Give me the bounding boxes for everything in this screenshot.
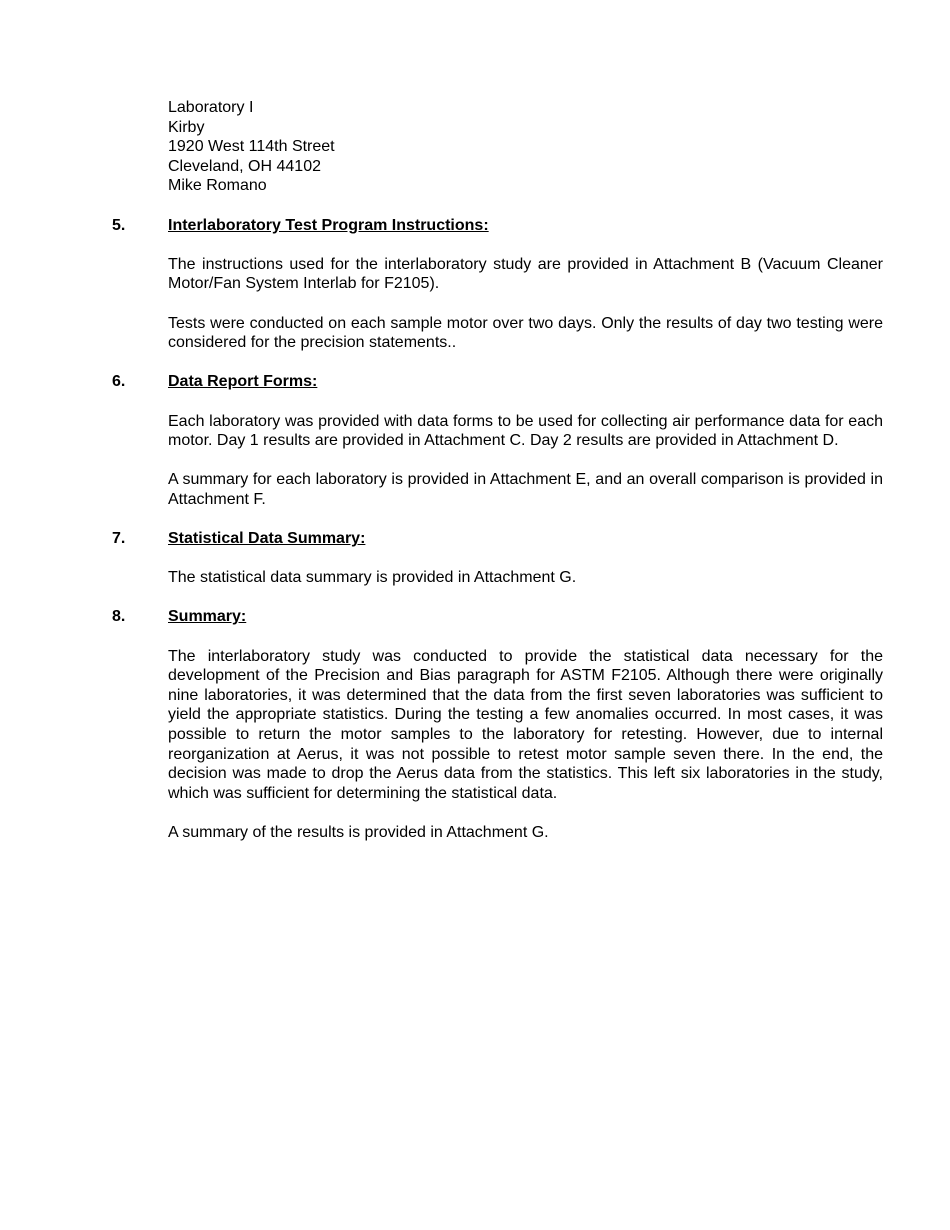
section-number: 7. — [112, 530, 126, 548]
section-title: Statistical Data Summary: — [168, 530, 366, 548]
address-line: 1920 West 114th Street — [168, 138, 335, 156]
paragraph: The statistical data summary is provided in Attachment G. — [168, 569, 577, 587]
paragraph: A summary of the results is provided in Attachment G. — [168, 823, 549, 841]
section-number: 6. — [112, 373, 126, 391]
section-number: 8. — [112, 608, 126, 626]
section-title: Interlaboratory Test Program Instructions: — [168, 216, 489, 234]
paragraph: Each laboratory was provided with data forms to be used for collecting air performance data for each motor. Day 1 results are provided in Attachment C. Day 2 results are provided in Attachment D. — [168, 412, 883, 450]
section-number: 5. — [112, 216, 126, 234]
paragraph: A summary for each laboratory is provided in Attachment E, and an overall comparison is provided in Attachment F. — [168, 471, 883, 508]
address-line: Kirby — [168, 118, 205, 136]
section-6 — [0, 372, 950, 509]
section-8 — [0, 607, 950, 842]
paragraph: The instructions used for the interlaboratory study are provided in Attachment B (Vacuum Cleaner Motor/Fan System Interlab for F2105). — [168, 255, 883, 293]
paragraph: Tests were conducted on each sample motor over two days. Only the results of day two testing were considered for the precision statements.. — [168, 314, 883, 352]
section-title: Summary: — [168, 608, 247, 626]
section-5 — [0, 216, 950, 353]
section-7 — [0, 529, 950, 588]
address-line: Cleveland, OH 44102 — [168, 157, 321, 175]
paragraph: The interlaboratory study was conducted to provide the statistical data necessary for the development of the Precision and Bias paragraph for ASTM F2105. Although there were originally nine laboratories, it was determined that the data from the first seven laboratories was sufficient to yield the appropriate statistics. During the testing a few anomalies occurred. In most cases, it was possible to return the motor samples to the laboratory for retesting. However, due to internal reorganization at Aerus, it was not possible to retest motor sample seven there. In the end, the decision was made to drop the Aerus data from the statistics. This left six laboratories in the study, which was sufficient for determining the statistical data. — [168, 647, 883, 802]
section-title: Data Report Forms: — [168, 373, 318, 391]
address-block — [168, 98, 950, 196]
address-line: Mike Romano — [168, 177, 267, 195]
document-page — [0, 98, 950, 843]
address-line: Laboratory I — [168, 99, 254, 116]
